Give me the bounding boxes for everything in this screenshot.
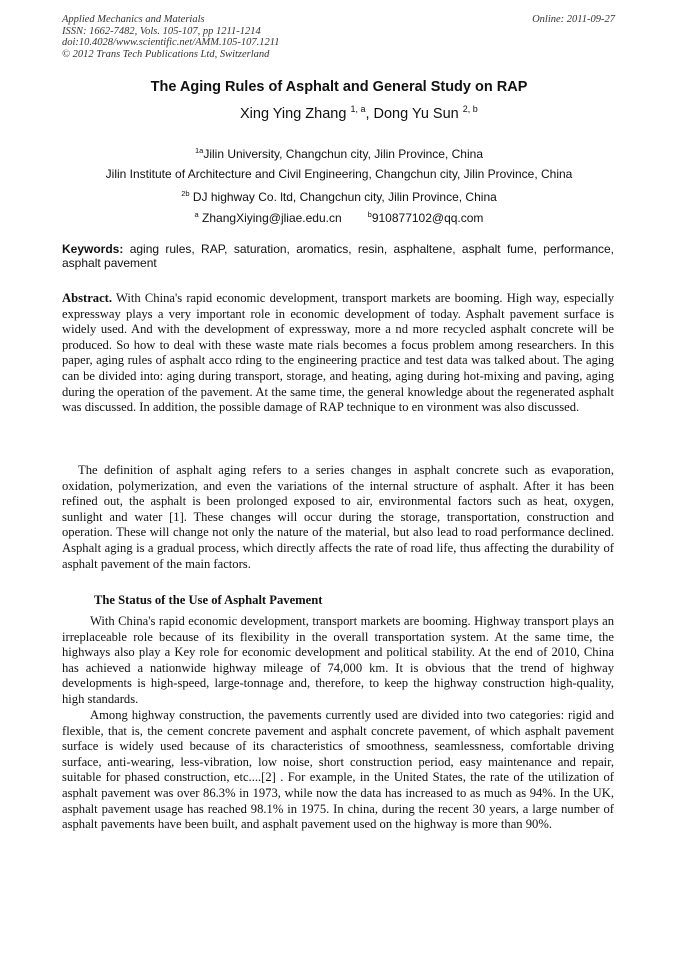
email-line bbox=[0, 210, 678, 225]
affiliation-2-text: Jilin Institute of Architecture and Civil Engineering, Changchun city, Jilin Province, China bbox=[105, 167, 573, 181]
affiliation-1-text: Jilin University, Changchun city, Jilin Province, China bbox=[203, 147, 483, 161]
email-a-sup: a bbox=[194, 210, 199, 219]
section-heading: The Status of the Use of Asphalt Pavement bbox=[94, 593, 323, 607]
journal-name: Applied Mechanics and Materials bbox=[62, 14, 205, 25]
author-1-sup: 1, a bbox=[350, 104, 366, 114]
affiliation-2 bbox=[0, 167, 678, 181]
affiliation-3-text: DJ highway Co. ltd, Changchun city, Jilin Province, China bbox=[189, 190, 497, 204]
author-2-sup: 2, b bbox=[462, 104, 478, 114]
affiliation-3 bbox=[0, 189, 678, 204]
abstract-label: Abstract. bbox=[62, 291, 113, 305]
section-paragraph-1: With China's rapid economic development, transport markets are booming. Highway transport plays an irreplaceable role because of its flexibility in the overall transportation system. At the same time, the highways also play a Key role for economic development and political stability. At the end of 2010, China has achieved a nationwide highway mileage of 74,000 km. It is obvious that the trend of highway developments is high-speed, large-tonnage and, therefore, to keep the highway construction high-quality, high standards. bbox=[62, 614, 614, 706]
affiliation-1 bbox=[0, 146, 678, 161]
keywords-label: Keywords: bbox=[62, 242, 124, 256]
keywords-text: aging rules, RAP, saturation, aromatics, resin, asphaltene, asphalt fume, performance, asphalt pavement bbox=[62, 242, 614, 270]
email-b-sup: b bbox=[367, 210, 372, 219]
journal-issn: ISSN: 1662-7482, Vols. 105-107, pp 1211-1214 bbox=[62, 25, 261, 37]
section-paragraph-2: Among highway construction, the pavements currently used are divided into two categories: rigid and flexible, that is, the cement concrete pavement and asphalt concrete pavement, of which asphalt pavement surface is widely used because of its characteristics of smoothness, seamlessness, comfortable driving surface, anti-wearing, less-vibration, low noise, short construction period, easy maintenance and repair, suitable for phased construction, etc....[2] . For example, in the United States, the rate of the utilization of asphalt pavement was over 86.3% in 1973, while now the data has increased to as much as 94%. In the UK, asphalt pavement usage has reached 98.1% in 1975. In china, during the recent 30 years, a large number of asphalt pavements have been built, and asphalt pavement used on the highway is more than 90%. bbox=[62, 708, 614, 832]
intro-paragraph: The definition of asphalt aging refers to a series changes in asphalt concrete such as evaporation, oxidation, polymerization, and even the variations of the internal structure of asphalt. After it has been refined out, the asphalt is been prolonged exposed to air, environmental factors such as heat, oxygen, sunlight and water [1]. These changes will occur during the storage, transportation, construction and operation. These will change not only the nature of the material, but also lead to road performance declined. Asphalt aging is a gradual process, which directly affects the rate of road life, thus affecting the durability of asphalt pavement of the main factors. bbox=[62, 463, 614, 571]
email-a[interactable]: ZhangXiying@jliae.edu.cn bbox=[198, 211, 342, 225]
keywords bbox=[62, 242, 614, 270]
author-1-name: Xing Ying Zhang bbox=[240, 106, 351, 122]
journal-header bbox=[62, 14, 279, 60]
journal-doi: doi:10.4028/www.scientific.net/AMM.105-107.1211 bbox=[62, 37, 280, 48]
affiliation-3-sup: 2b bbox=[181, 189, 190, 198]
email-b[interactable]: 910877102@qq.com bbox=[371, 211, 484, 225]
journal-copyright: © 2012 Trans Tech Publications Ltd, Switzerland bbox=[62, 48, 270, 60]
author-line bbox=[240, 104, 640, 122]
online-date: Online: 2011-09-27 bbox=[532, 14, 615, 25]
paper-title: The Aging Rules of Asphalt and General Study on RAP bbox=[150, 79, 528, 95]
abstract bbox=[62, 291, 614, 416]
affiliation-1-sup: 1a bbox=[194, 146, 204, 155]
abstract-text: With China's rapid economic development, transport markets are booming. High way, especially expressway plays a very important role in economic development of today. Asphalt pavement surface is widely used. And with the development of expressway, more a nd more recycled asphalt concrete will be produced. So how to deal with these waste mate rials becomes a focus problem among researchers. In this paper, aging rules of asphalt acco rding to the engineering practice and test data was talked about. The aging can be divided into: aging during transport, storage, and heating, aging during hot-mixing and paving, aging during the operation of the pavement. At the same time, the general knowledge about the regenerated asphalt was discussed. In addition, the possible damage of RAP technique to en vironment was also discussed. bbox=[62, 291, 614, 415]
author-2-name: , Dong Yu Sun bbox=[365, 106, 463, 122]
